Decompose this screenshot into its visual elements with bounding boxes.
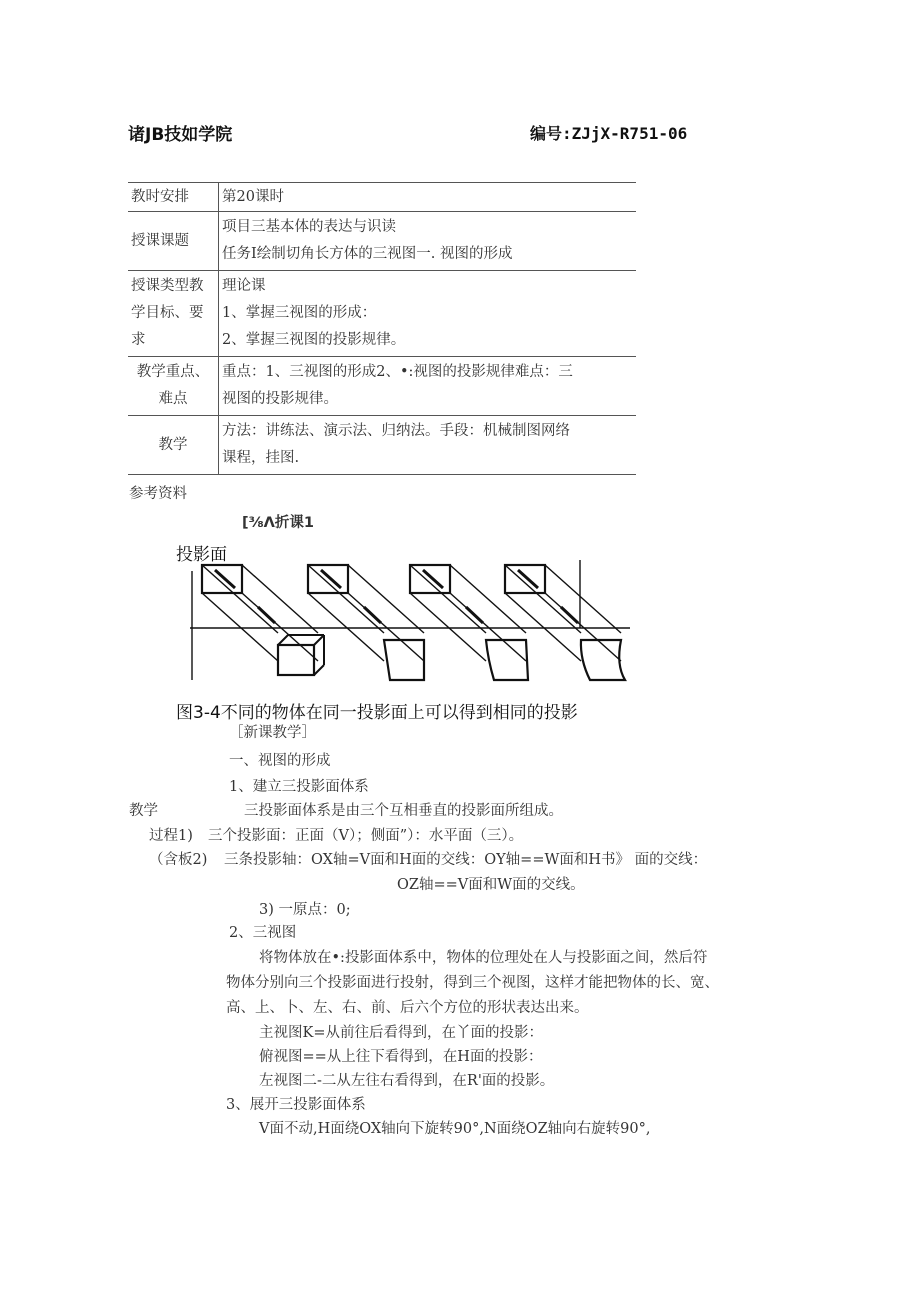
object-curved bbox=[486, 640, 528, 680]
row-value: 重点：1、三视图的形成2、•:视图的投影规律难点：三 视图的投影规律。 bbox=[219, 357, 637, 416]
subheading-1-1: 1、建立三投影面体系 bbox=[229, 779, 369, 795]
paragraph: 三个投影面：正面（V）；侧面”）：水平面（三）。 bbox=[208, 828, 524, 844]
table-row bbox=[128, 183, 636, 212]
row-label: 教学重点、难点 bbox=[128, 357, 219, 416]
projector-line bbox=[348, 565, 424, 633]
object-edge bbox=[314, 665, 324, 675]
paragraph: 左视图二-二从左往右看得到，在R'面的投影。 bbox=[259, 1073, 555, 1089]
paragraph: 3) 一原点：0; bbox=[259, 902, 351, 918]
row-value: 方法：讲练法、演示法、归纳法。手段：机械制图网络 课程，挂图. bbox=[219, 416, 637, 475]
table-row bbox=[128, 416, 636, 475]
row-label: 授课类型教学目标、要求 bbox=[128, 271, 219, 357]
paragraph: V面不动,H面绕OX轴向下旋转90°,N面绕OZ轴向右旋转90°, bbox=[259, 1121, 651, 1137]
section-heading-1: 一、视图的形成 bbox=[229, 753, 331, 769]
arrow-icon bbox=[364, 607, 381, 623]
projector-line bbox=[242, 565, 318, 633]
section-heading-2: 2、三视图 bbox=[229, 925, 297, 941]
projection-plane-label: 投影面 bbox=[176, 545, 227, 565]
projector-line bbox=[202, 565, 278, 633]
projector-line bbox=[308, 593, 384, 661]
paragraph: 物体分别向三个投影面进行投射，得到三个视图，这样才能把物体的长、宽、 bbox=[226, 975, 719, 991]
arrow-icon bbox=[561, 607, 578, 623]
projector-line bbox=[410, 565, 486, 633]
table-row bbox=[128, 357, 636, 416]
figure-caption: 图3-4不同的物体在同一投影面上可以得到相同的投影 bbox=[176, 703, 578, 723]
side-label-board: （含板2) bbox=[149, 852, 208, 868]
projector-line bbox=[410, 593, 486, 661]
projector-line bbox=[505, 593, 581, 661]
new-lesson-heading: ［新课教学］ bbox=[229, 725, 316, 741]
projector-line bbox=[505, 565, 581, 633]
arrow-icon bbox=[258, 607, 275, 623]
side-label-process: 过程1) bbox=[149, 828, 193, 844]
object-curved bbox=[581, 640, 625, 680]
row-value: 项目三基本体的表达与识读 任务I绘制切角长方体的三视图一. 视图的形成 bbox=[219, 212, 637, 271]
projector-line bbox=[545, 593, 621, 661]
section-intro: [⅜Λ折课1 bbox=[242, 515, 314, 531]
paragraph: 俯视图==从上往下看得到，在H面的投影： bbox=[259, 1049, 543, 1065]
section-heading-3: 3、展开三投影面体系 bbox=[226, 1097, 366, 1113]
front-face-rect bbox=[505, 565, 545, 593]
object-wedge bbox=[384, 640, 424, 680]
row-label: 教学 bbox=[128, 416, 219, 475]
front-face-rect bbox=[308, 565, 348, 593]
school-name: 诸JB技如学院 bbox=[128, 125, 233, 145]
projection-figure bbox=[180, 555, 640, 685]
projector-line bbox=[450, 565, 526, 633]
object-edge bbox=[278, 635, 288, 645]
side-label-teaching: 教学 bbox=[129, 803, 158, 819]
table-row bbox=[128, 271, 636, 357]
document-code: 编号:ZJjX-R751-06 bbox=[530, 124, 688, 143]
row-label: 教时安排 bbox=[128, 183, 219, 212]
paragraph: 将物体放在•:投影面体系中，物体的位理处在人与投影面之间，然后符 bbox=[259, 950, 708, 966]
front-face-rect bbox=[410, 565, 450, 593]
reference-label: 参考资料 bbox=[129, 486, 187, 502]
lesson-info-table bbox=[128, 182, 636, 475]
projector-line bbox=[202, 593, 278, 661]
paragraph: 高、上、卜、左、右、前、后六个方位的形状表达出来。 bbox=[226, 1000, 589, 1016]
projector-line bbox=[242, 593, 318, 661]
object-cube bbox=[278, 645, 314, 675]
table-row bbox=[128, 212, 636, 271]
paragraph: OZ轴==V面和W面的交线。 bbox=[397, 877, 585, 893]
front-face-rect bbox=[202, 565, 242, 593]
row-label: 授课课题 bbox=[128, 212, 219, 271]
row-value: 第20课时 bbox=[219, 183, 637, 212]
object-edge bbox=[314, 635, 324, 645]
paragraph: 三投影面体系是由三个互相垂直的投影面所组成。 bbox=[244, 803, 563, 819]
paragraph: 主视图K=从前往后看得到，在丫面的投影： bbox=[259, 1025, 543, 1041]
projector-line bbox=[545, 565, 621, 633]
paragraph: 三条投影轴：OX轴=V面和H面的交线：OY轴==W面和H书》 面的交线： bbox=[224, 852, 708, 868]
row-value: 理论课 1、掌握三视图的形成： 2、掌握三视图的投影规律。 bbox=[219, 271, 637, 357]
arrow-icon bbox=[466, 607, 483, 623]
projector-line bbox=[308, 565, 384, 633]
